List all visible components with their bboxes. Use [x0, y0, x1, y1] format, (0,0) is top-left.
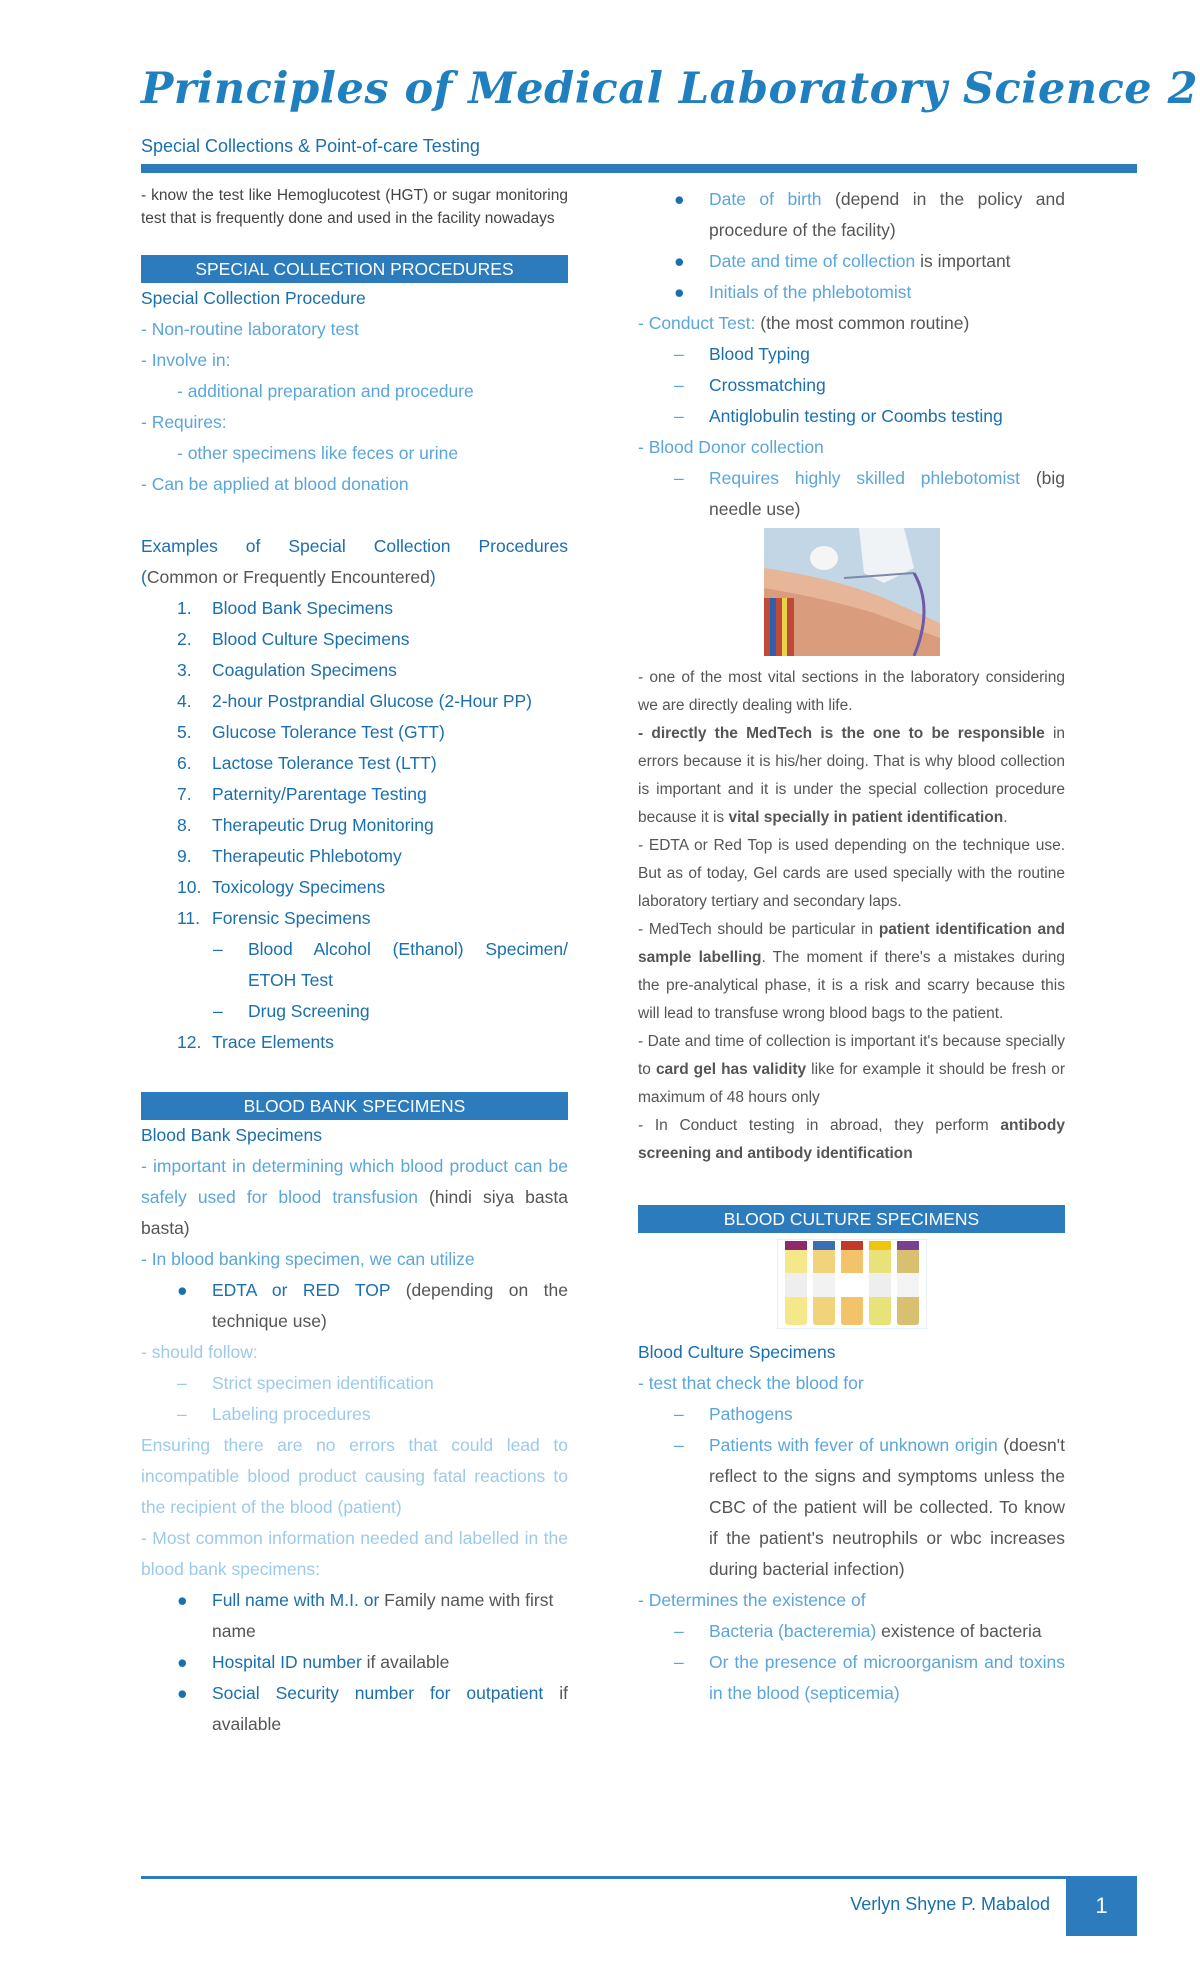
scp-line: - Non-routine laboratory test — [141, 319, 359, 339]
bb-utilize: - In blood banking specimen, we can utilize — [141, 1249, 475, 1269]
dash-item: – Strict specimen identification — [177, 1373, 434, 1393]
page-number: 1 — [1066, 1876, 1137, 1936]
examples-heading: Examples of Special Collection Procedures — [141, 536, 568, 556]
scp-line: - additional preparation and procedure — [177, 381, 474, 401]
page-title: Principles of Medical Laboratory Science 2 — [141, 64, 1199, 114]
list-item: 3. Coagulation Specimens — [177, 660, 397, 680]
note: - directly the MedTech is the one to be responsible in errors because it is his/her doing. That is why blood collection is important and it is under the special collection procedure because it is vital specially in patient identification. — [638, 725, 1066, 826]
scp-line: - Requires: — [141, 412, 227, 432]
note: - EDTA or Red Top is used depending on the technique use. But as of today, Gel cards are used specially with the routine laboratory tertiary and secondary laps. — [638, 837, 1065, 910]
list-item: 11. Forensic Specimens — [177, 908, 371, 928]
dash-item: – Or the presence of microorganism and toxins in the blood (septicemia) — [674, 1652, 1065, 1703]
dash-item: – Crossmatching — [674, 375, 826, 395]
blood-donation-photo — [764, 528, 940, 656]
blood-culture-bottles-photo — [777, 1239, 927, 1329]
dash-item: – Labeling procedures — [177, 1404, 371, 1424]
dash-item: – Blood Typing — [674, 344, 810, 364]
list-item: 10. Toxicology Specimens — [177, 877, 386, 897]
conduct-test: - Conduct Test: (the most common routine) — [638, 313, 970, 333]
examples-subheading: (Common or Frequently Encountered) — [141, 567, 436, 587]
note: - MedTech should be particular in patient identification and sample labelling. The moment if there's a mistakes during the pre-analytical phase, it is a risk and scarry because this will lead to transfuse wrong blood bags to the patient. — [638, 921, 1066, 1022]
dash-item: – Bacteria (bacteremia) existence of bacteria — [674, 1621, 1042, 1641]
bullet-item: ● Date of birth (depend in the policy and procedure of the facility) — [674, 189, 1066, 240]
list-item: 8. Therapeutic Drug Monitoring — [177, 815, 434, 835]
bb-ensuring: Ensuring there are no errors that could lead to incompatible blood product causing fatal reactions to the recipient of the blood (patient) — [141, 1435, 568, 1517]
dash-item: – Patients with fever of unknown origin (doesn't reflect to the signs and symptoms unless the CBC of the patient will be collected. To know if the patient's neutrophils or wbc increases during bacterial infection) — [674, 1435, 1065, 1579]
list-item: 7. Paternity/Parentage Testing — [177, 784, 427, 804]
bb-follow: - should follow: — [141, 1342, 258, 1362]
right-column — [638, 184, 1065, 1709]
list-subitem: – Blood Alcohol (Ethanol) Specimen/ ETOH Test — [213, 939, 568, 990]
bc-check: - test that check the blood for — [638, 1373, 864, 1393]
scp-line: - other specimens like feces or urine — [177, 443, 459, 463]
bb-common: - Most common information needed and labelled in the blood bank specimens: — [141, 1528, 568, 1579]
dash-item: – Requires highly skilled phlebotomist (big needle use) — [674, 468, 1065, 519]
bullet-item: ● Full name with M.I. or Family name with first name — [177, 1590, 554, 1641]
note: - Date and time of collection is important it's because specially to card gel has validity like for example it should be fresh or maximum of 48 hours only — [638, 1033, 1065, 1106]
header-rule — [141, 164, 1137, 173]
section-band-special-collection: SPECIAL COLLECTION PROCEDURES — [141, 255, 568, 283]
dash-item: – Antiglobulin testing or Coombs testing — [674, 406, 1003, 426]
dash-item: – Pathogens — [674, 1404, 793, 1424]
scp-heading: Special Collection Procedure — [141, 288, 366, 308]
list-item: 12. Trace Elements — [177, 1032, 334, 1052]
bc-determines: - Determines the existence of — [638, 1590, 866, 1610]
list-subitem: – Drug Screening — [213, 1001, 370, 1021]
bb-heading: Blood Bank Specimens — [141, 1125, 322, 1145]
list-item: 6. Lactose Tolerance Test (LTT) — [177, 753, 437, 773]
bullet-item: ● Initials of the phlebotomist — [674, 282, 912, 302]
bullet-item: ● Hospital ID number if available — [177, 1652, 450, 1672]
author-name: Verlyn Shyne P. Mabalod — [850, 1894, 1050, 1914]
section-band-blood-bank: BLOOD BANK SPECIMENS — [141, 1092, 568, 1120]
bc-heading: Blood Culture Specimens — [638, 1342, 836, 1362]
list-item: 5. Glucose Tolerance Test (GTT) — [177, 722, 445, 742]
intro-note: - know the test like Hemoglucotest (HGT) or sugar monitoring test that is frequently done and used in the facility nowadays — [141, 187, 568, 227]
list-item: 4. 2-hour Postprandial Glucose (2-Hour PP) — [177, 691, 533, 711]
list-item: 9. Therapeutic Phlebotomy — [177, 846, 402, 866]
scp-line: - Involve in: — [141, 350, 231, 370]
left-column — [141, 184, 568, 1740]
footer-rule — [141, 1876, 1066, 1879]
section-band-blood-culture: BLOOD CULTURE SPECIMENS — [638, 1205, 1065, 1233]
bullet-item: ● EDTA or RED TOP (depending on the technique use) — [177, 1280, 568, 1331]
list-item: 2. Blood Culture Specimens — [177, 629, 410, 649]
page-subtitle: Special Collections & Point-of-care Testing — [141, 136, 480, 156]
bb-important: - important in determining which blood product can be safely used for blood transfusion (hindi siya basta basta) — [141, 1156, 568, 1238]
note: - In Conduct testing in abroad, they perform antibody screening and antibody identification — [638, 1117, 1065, 1162]
list-item: 1. Blood Bank Specimens — [177, 598, 393, 618]
note: - one of the most vital sections in the laboratory considering we are directly dealing with life. — [638, 669, 1065, 714]
scp-line: - Can be applied at blood donation — [141, 474, 409, 494]
bullet-item: ● Social Security number for outpatient if available — [177, 1683, 568, 1734]
bullet-item: ● Date and time of collection is important — [674, 251, 1011, 271]
donor-collection: - Blood Donor collection — [638, 437, 824, 457]
